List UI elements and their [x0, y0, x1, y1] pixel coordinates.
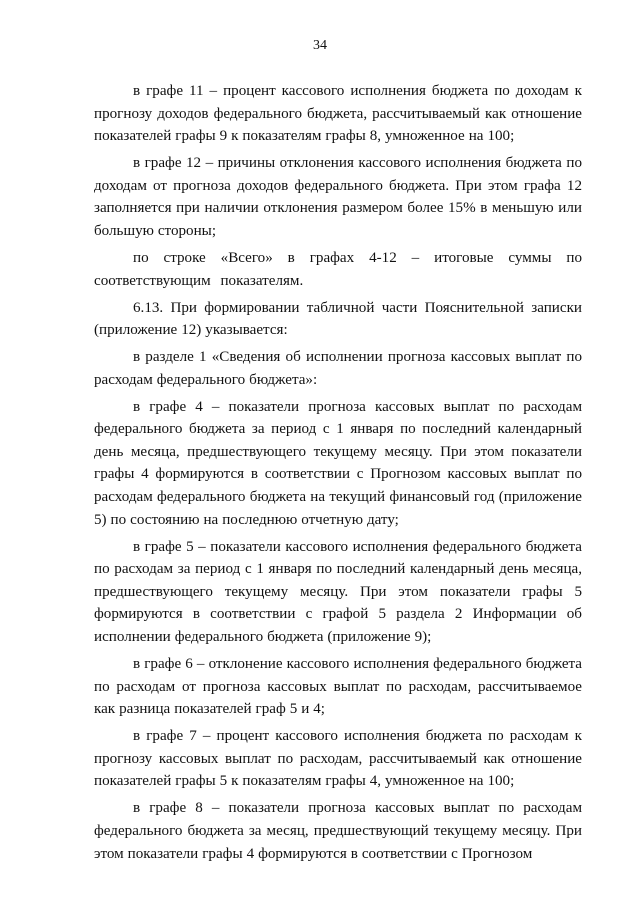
paragraph-column-7: в графе 7 – процент кассового исполнения бюджета по расходам к прогнозу кассовых выплат по расходам, рассчитываемый как отношение показателей графы 5 к показателям графы 4, умноженное на 100;: [94, 728, 582, 790]
document-body: [94, 80, 582, 870]
paragraph-column-12: в графе 12 – причины отклонения кассового исполнения бюджета по доходам от прогноза доходов федерального бюджета. При этом графа 12 заполняется при наличии отклонения размером более 15% в меньшую или большую стороны;: [94, 155, 582, 239]
paragraph-total-row: по строке «Всего» в графах 4-12 – итоговые суммы по соответствующим показателям.: [94, 249, 582, 289]
paragraph-column-5: в графе 5 – показатели кассового исполнения федерального бюджета по расходам за период с 1 января по последний календарный день месяца, предшествующего текущему месяцу. При этом показатели графы 5 формируются в соответствии с графой 5 раздела 2 Информации об исполнении федерального бюджета (приложение 9);: [94, 538, 582, 645]
paragraph-column-6: в графе 6 – отклонение кассового исполнения федерального бюджета по расходам от прогноза кассовых выплат по расходам, рассчитываемое как разница показателей граф 5 и 4;: [94, 655, 582, 718]
paragraph-section-1-heading: в разделе 1 «Сведения об исполнении прогноза кассовых выплат по расходам федерального бюджета»:: [94, 349, 582, 388]
paragraph-section-6-13: 6.13. При формировании табличной части Пояснительной записки (приложение 12) указывается:: [94, 299, 582, 339]
paragraph-column-4: в графе 4 – показатели прогноза кассовых выплат по расходам федерального бюджета за период с 1 января по последний календарный день месяца, предшествующего текущему месяцу. При этом показатели графы 4 формируются в соответствии с Прогнозом кассовых выплат по расходам федерального бюджета на текущий финансовый год (приложение 5) по состоянию на последнюю отчетную дату;: [94, 398, 582, 528]
page-number: 34: [313, 38, 327, 53]
paragraph-column-11: в графе 11 – процент кассового исполнения бюджета по доходам к прогнозу доходов федерального бюджета, рассчитываемый как отношение показателей графы 9 к показателям графы 8, умноженное на 100;: [94, 83, 582, 145]
paragraph-column-8: в графе 8 – показатели прогноза кассовых выплат по расходам федерального бюджета за месяц, предшествующий текущему месяцу. При этом показатели графы 4 формируются в соответствии с Прогнозом: [94, 800, 582, 862]
